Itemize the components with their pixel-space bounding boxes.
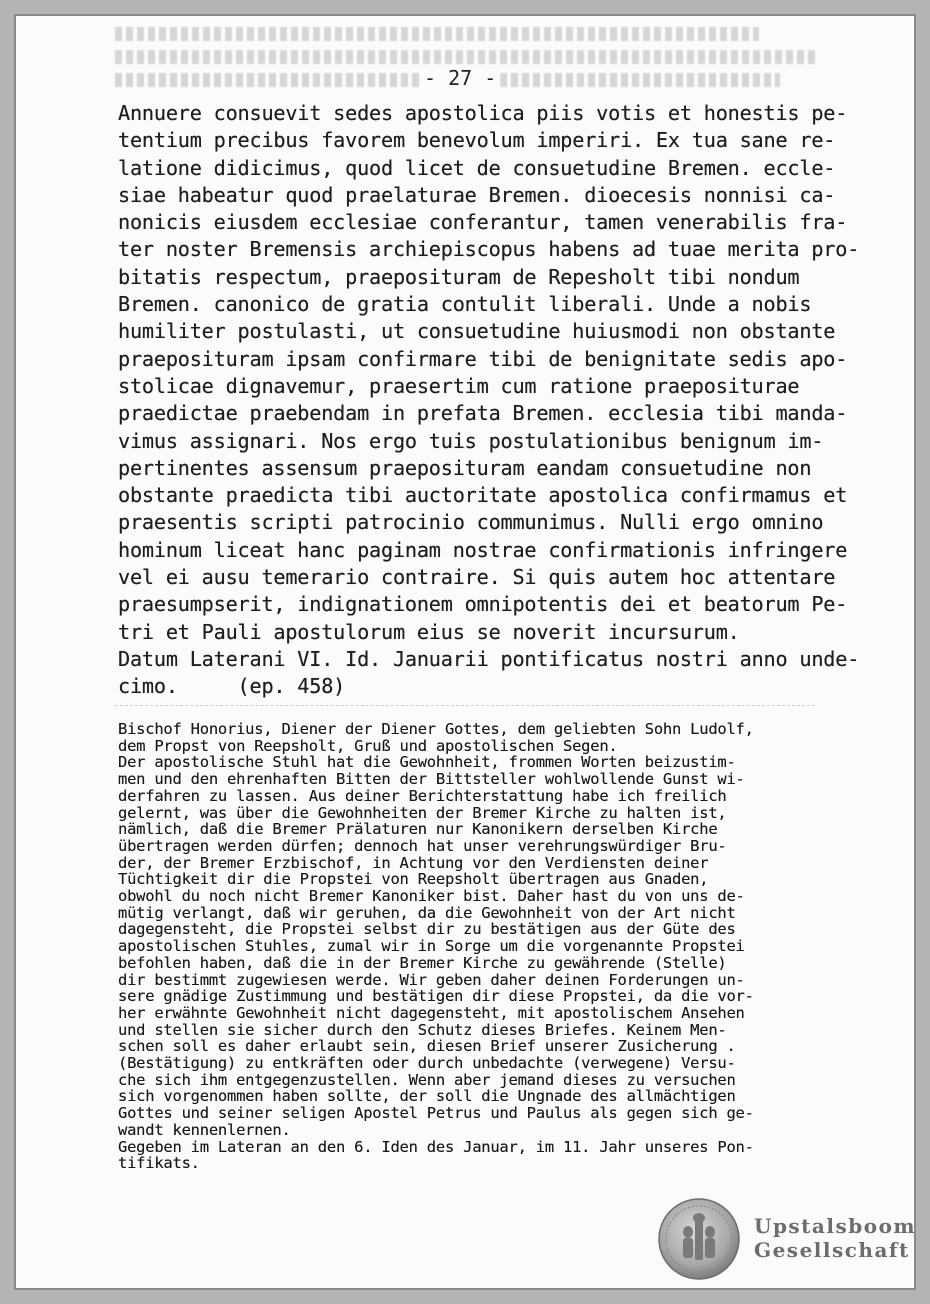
text-line: gelernt, was über die Gewohnheiten der Bremer Kirche zu halten ist, <box>118 803 727 822</box>
text-line: derfahren zu lassen. Aus deiner Berichterstattung habe ich freilich <box>118 786 727 805</box>
upstalsboom-logo <box>658 1198 917 1282</box>
text-line: bitatis respectum, praeposituram de Repesholt tibi nondum <box>118 264 800 289</box>
text-line: Annuere consuevit sedes apostolica piis votis et honestis pe- <box>118 101 848 125</box>
text-line: vimus assignari. Nos ergo tuis postulationibus benignum im- <box>118 428 824 453</box>
german-translation-block <box>118 721 818 1172</box>
text-line: stolicae dignavemur, praesertim cum ratione praepositurae <box>118 373 800 398</box>
text-line: ter noster Bremensis archiepiscopus habens ad tuae merita pro- <box>118 237 860 262</box>
logo-line-2: Gesellschaft <box>754 1238 910 1262</box>
section-divider <box>115 705 815 706</box>
text-line: nämlich, daß die Bremer Prälaturen nur Kanonikern derselben Kirche <box>118 820 718 839</box>
text-line: (Bestätigung) zu entkräften oder durch unbedachte (verwegene) Versu- <box>118 1054 736 1073</box>
text-line: der, der Bremer Erzbischof, in Achtung vor den Verdiensten deiner <box>118 853 709 872</box>
text-line: her erwähnte Gewohnheit nicht dagegensteht, mit apostolischem Ansehen <box>118 1003 745 1022</box>
text-line: tifikats. <box>118 1154 200 1173</box>
text-line: tentium precibus favorem benevolum imperiri. Ex tua sane re- <box>118 128 836 153</box>
text-line: men und den ehrenhaften Bitten der Bittsteller wohlwollende Gunst wi- <box>118 770 745 789</box>
text-line: cimo. (ep. 458) <box>118 674 346 699</box>
text-line: und stellen sie sicher durch den Schutz dieses Briefes. Keinem Men- <box>118 1020 727 1039</box>
text-line: dir bestimmt zugewiesen werde. Wir geben daher deinen Forderungen un- <box>118 970 745 989</box>
text-line: dem Propst von Reepsholt, Gruß und apostolischen Segen. <box>118 736 618 755</box>
text-line: schen soll es daher erlaubt sein, diesen Brief unserer Zusicherung . <box>118 1037 736 1056</box>
text-line: praeposituram ipsam confirmare tibi de benignitate sedis apo- <box>118 346 848 371</box>
text-line: Bischof Honorius, Diener der Diener Gottes, dem geliebten Sohn Ludolf, <box>118 720 754 738</box>
text-line: praesentis scripti patrocinio communimus. Nulli ergo omnino <box>118 510 824 535</box>
text-line: nonicis eiusdem ecclesiae conferantur, tamen venerabilis fra- <box>118 210 848 235</box>
text-line: mütig verlangt, daß wir geruhen, da die Gewohnheit von der Art nicht <box>118 903 736 922</box>
text-line: pertinentes assensum praeposituram eandam consuetudine non <box>118 455 812 480</box>
text-line: sere gnädige Zustimmung und bestätigen dir diese Propstei, da die vor- <box>118 987 754 1006</box>
text-line: vel ei ausu temerario contraire. Si quis autem hoc attentare <box>118 565 836 590</box>
text-line: siae habeatur quod praelaturae Bremen. dioecesis nonnisi ca- <box>118 182 836 207</box>
text-line: obwohl du noch nicht Bremer Kanoniker bist. Daher hast du von uns de- <box>118 887 745 906</box>
text-line: praedictae praebendam in prefata Bremen. ecclesia tibi manda- <box>118 401 848 426</box>
latin-text-block <box>118 100 860 701</box>
text-line: dagegensteht, die Propstei selbst dir zu bestätigen aus der Güte des <box>118 920 736 939</box>
text-line: wandt kennenlernen. <box>118 1120 291 1139</box>
text-line: hominum liceat hanc paginam nostrae confirmationis infringere <box>118 537 848 562</box>
text-line: Datum Laterani VI. Id. Januarii pontificatus nostri anno unde- <box>118 646 860 671</box>
text-line: befohlen haben, daß die in der Bremer Kirche zu gewährende (Stelle) <box>118 953 727 972</box>
text-line: Gottes und seiner seligen Apostel Petrus und Paulus als gegen sich ge- <box>118 1104 754 1123</box>
text-line: Bremen. canonico de gratia contulit liberali. Unde a nobis <box>118 292 812 317</box>
text-line: humiliter postulasti, ut consuetudine huiusmodi non obstante <box>118 319 836 344</box>
text-line: praesumpserit, indignationem omnipotentis dei et beatorum Pe- <box>118 592 848 617</box>
text-line: Tüchtigkeit dir die Propstei von Reepsholt übertragen aus Gnaden, <box>118 870 709 889</box>
text-line: latione didicimus, quod licet de consuetudine Bremen. eccle- <box>118 155 836 180</box>
text-line: obstante praedicta tibi auctoritate apostolica confirmamus et <box>118 483 848 508</box>
text-line: che sich ihm entgegenzustellen. Wenn aber jemand dieses zu versuchen <box>118 1070 736 1089</box>
text-line: sich vorgenommen haben sollte, der soll die Ungnade des allmächtigen <box>118 1087 736 1106</box>
text-line: tri et Pauli apostulorum eius se noverit incursurum. <box>118 619 740 644</box>
text-line: apostolischen Stuhles, zumal wir in Sorge um die vorgenannte Propstei <box>118 937 745 956</box>
logo-line-1: Upstalsboom <box>754 1214 917 1238</box>
text-line: Der apostolische Stuhl hat die Gewohnheit, frommen Worten beizustim- <box>118 753 736 772</box>
upstalsboom-seal-icon <box>658 1198 740 1280</box>
logo-wordmark <box>754 1214 916 1262</box>
text-line: Gegeben im Lateran an den 6. Iden des Januar, im 11. Jahr unseres Pon- <box>118 1137 754 1156</box>
text-line: übertragen werden dürfen; dennoch hat unser verehrungswürdiger Bru- <box>118 836 727 855</box>
page-number: - 27 - <box>420 66 500 90</box>
